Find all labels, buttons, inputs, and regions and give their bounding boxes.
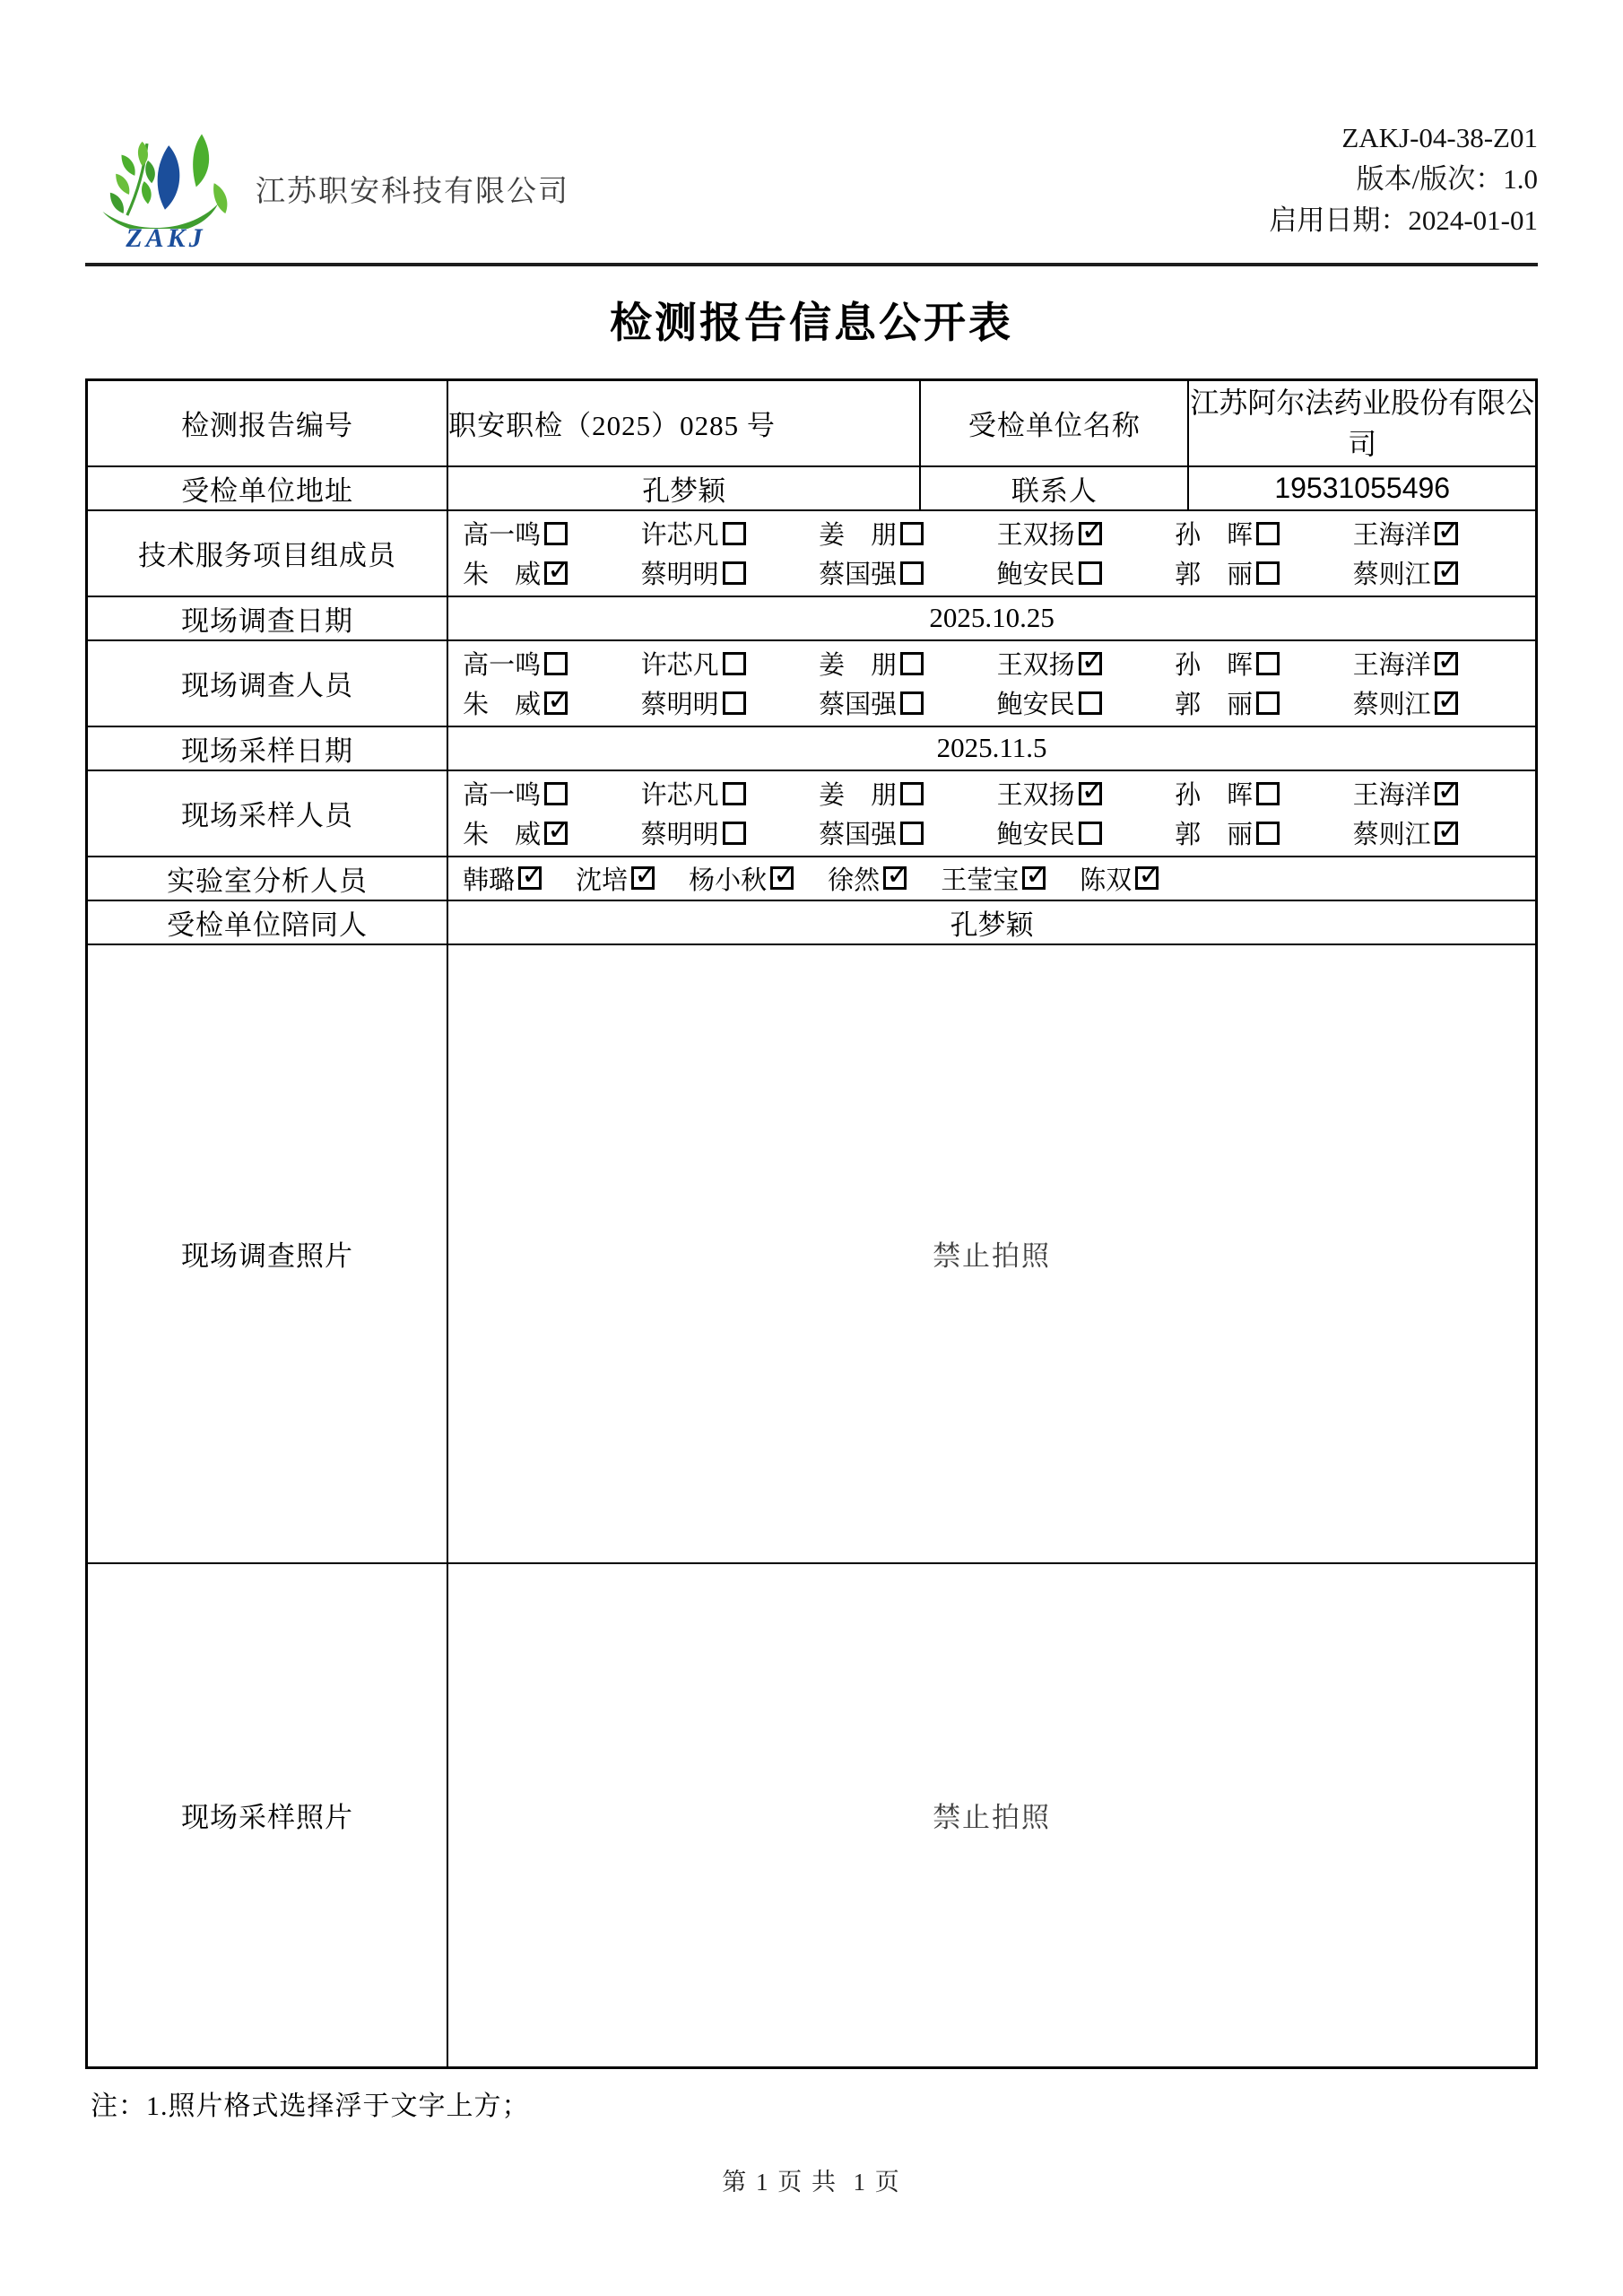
row-accompany: [87, 900, 1537, 944]
staff-member: [1175, 774, 1353, 813]
survey-photo-value: 禁止拍照: [447, 944, 1536, 1563]
team-members-cell: [447, 510, 1536, 596]
contact-label: 联系人: [920, 466, 1188, 510]
sampling-date-label: 现场采样日期: [87, 726, 448, 770]
staff-member-name: 杨小秋: [689, 865, 768, 895]
staff-member-name: 姜 朋: [819, 521, 898, 550]
sampling-photo-value: 禁止拍照: [447, 1563, 1536, 2068]
form-title: 检测报告信息公开表: [610, 300, 1013, 347]
staff-member-name: 孙 晖: [1175, 781, 1254, 810]
version-line: 版本/版次：1.0: [1356, 163, 1538, 195]
row-team-members: [87, 510, 1537, 596]
staff-member: [463, 553, 641, 593]
staff-member-name: 朱 威: [463, 821, 542, 849]
survey-date-value: 2025.10.25: [447, 596, 1536, 640]
checkbox-unchecked-icon[interactable]: [1256, 782, 1280, 805]
start-date-line: 启用日期：2024-01-01: [1269, 204, 1538, 236]
staff-member-name: 王双扬: [996, 651, 1075, 680]
staff-member: [828, 860, 907, 897]
staff-member-name: 郭 丽: [1175, 821, 1254, 849]
sampling-date-value: 2025.11.5: [447, 726, 1536, 770]
staff-member: [1353, 553, 1532, 593]
staff-member-name: 沈培: [576, 865, 629, 895]
staff-member-name: 朱 威: [463, 691, 542, 719]
checkbox-checked-icon[interactable]: [1435, 691, 1458, 715]
survey-staff-grid: [448, 642, 1535, 725]
staff-member: [463, 860, 542, 897]
checkbox-checked-icon[interactable]: [544, 691, 568, 715]
staff-member-name: 蔡明明: [640, 821, 719, 849]
staff-member: [463, 774, 641, 813]
staff-member: [463, 813, 641, 853]
staff-member: [1175, 553, 1353, 593]
checkbox-unchecked-icon[interactable]: [1256, 691, 1280, 715]
staff-member: [997, 644, 1176, 683]
checkbox-unchecked-icon[interactable]: [723, 782, 746, 805]
row-sampling-staff: [87, 770, 1537, 857]
staff-member-name: 高一鸣: [463, 651, 542, 680]
report-number-label: 检测报告编号: [87, 380, 448, 466]
survey-photo-label: 现场调查照片: [87, 944, 448, 1563]
checkbox-checked-icon[interactable]: [883, 866, 907, 890]
staff-member: [997, 514, 1176, 553]
staff-member: [641, 813, 820, 853]
staff-member-name: 王双扬: [996, 781, 1075, 810]
staff-member: [1353, 774, 1532, 813]
checkbox-unchecked-icon[interactable]: [1256, 561, 1280, 585]
staff-member: [1175, 813, 1353, 853]
staff-member-name: 鲍安民: [996, 691, 1075, 719]
staff-member-name: 蔡国强: [819, 561, 898, 589]
header-divider: [85, 263, 1538, 266]
checkbox-unchecked-icon[interactable]: [723, 561, 746, 585]
staff-member: [1080, 860, 1159, 897]
staff-member-name: 蔡明明: [640, 561, 719, 589]
staff-member-name: 高一鸣: [463, 521, 542, 550]
staff-member-name: 孙 晖: [1175, 521, 1254, 550]
row-unit-address: [87, 466, 1537, 510]
staff-member-name: 许芯凡: [640, 651, 719, 680]
team-members-label: 技术服务项目组成员: [87, 510, 448, 596]
staff-member-name: 王莹宝: [941, 865, 1020, 895]
checkbox-checked-icon[interactable]: [1435, 522, 1458, 545]
document-code: ZAKJ-04-38-Z01: [1341, 122, 1538, 153]
checkbox-checked-icon[interactable]: [1135, 866, 1159, 890]
staff-member-name: 蔡则江: [1352, 691, 1431, 719]
lab-analysts-cell: [447, 857, 1536, 900]
staff-member: [641, 683, 820, 723]
checkbox-unchecked-icon[interactable]: [544, 522, 568, 545]
staff-member-name: 徐然: [828, 865, 881, 895]
report-number-value: 职安职检（2025）0285 号: [447, 380, 920, 466]
unit-address-label: 受检单位地址: [87, 466, 448, 510]
staff-member-name: 蔡国强: [819, 821, 898, 849]
checkbox-unchecked-icon[interactable]: [723, 822, 746, 845]
staff-member: [819, 514, 997, 553]
checkbox-checked-icon[interactable]: [1435, 782, 1458, 805]
staff-member: [941, 860, 1046, 897]
staff-member: [1175, 514, 1353, 553]
company-logo: [85, 128, 247, 252]
footnote: 注：1.照片格式选择浮于文字上方；: [91, 2092, 530, 2121]
checkbox-unchecked-icon[interactable]: [723, 652, 746, 675]
staff-member-name: 鲍安民: [996, 821, 1075, 849]
staff-member-name: 郭 丽: [1175, 561, 1254, 589]
lab-analysts-label: 实验室分析人员: [87, 857, 448, 900]
checkbox-checked-icon[interactable]: [1079, 522, 1102, 545]
accompany-label: 受检单位陪同人: [87, 900, 448, 944]
staff-member-name: 蔡则江: [1352, 561, 1431, 589]
staff-member-name: 蔡则江: [1352, 821, 1431, 849]
unit-address-value: 孔梦颖: [447, 466, 920, 510]
checkbox-checked-icon[interactable]: [1079, 782, 1102, 805]
document-meta: [1269, 117, 1538, 241]
staff-member: [997, 553, 1176, 593]
checkbox-unchecked-icon[interactable]: [544, 652, 568, 675]
row-survey-date: [87, 596, 1537, 640]
staff-member: [819, 553, 997, 593]
staff-member: [1353, 813, 1532, 853]
sampling-staff-label: 现场采样人员: [87, 770, 448, 857]
checkbox-checked-icon[interactable]: [544, 822, 568, 845]
staff-member: [576, 860, 655, 897]
survey-staff-cell: [447, 640, 1536, 726]
staff-member-name: 许芯凡: [640, 781, 719, 810]
staff-member: [1175, 683, 1353, 723]
checkbox-unchecked-icon[interactable]: [900, 561, 924, 585]
sampling-staff-cell: [447, 770, 1536, 857]
page-header: [85, 121, 1538, 257]
unit-name-label: 受检单位名称: [920, 380, 1188, 466]
company-name: 江苏职安科技有限公司: [256, 176, 569, 208]
checkbox-unchecked-icon[interactable]: [1079, 691, 1102, 715]
checkbox-checked-icon[interactable]: [1435, 561, 1458, 585]
staff-member-name: 高一鸣: [463, 781, 542, 810]
sampling-photo-label: 现场采样照片: [87, 1563, 448, 2068]
checkbox-unchecked-icon[interactable]: [1256, 652, 1280, 675]
checkbox-checked-icon[interactable]: [770, 866, 794, 890]
checkbox-unchecked-icon[interactable]: [1256, 522, 1280, 545]
checkbox-unchecked-icon[interactable]: [723, 522, 746, 545]
survey-staff-label: 现场调查人员: [87, 640, 448, 726]
staff-member-name: 陈双: [1080, 865, 1133, 895]
checkbox-unchecked-icon[interactable]: [900, 782, 924, 805]
checkbox-unchecked-icon[interactable]: [723, 691, 746, 715]
checkbox-checked-icon[interactable]: [1435, 822, 1458, 845]
checkbox-checked-icon[interactable]: [518, 866, 542, 890]
checkbox-checked-icon[interactable]: [544, 561, 568, 585]
staff-member: [1353, 514, 1532, 553]
checkbox-unchecked-icon[interactable]: [900, 652, 924, 675]
row-sampling-date: [87, 726, 1537, 770]
staff-member-name: 王海洋: [1352, 781, 1431, 810]
staff-member: [641, 774, 820, 813]
staff-member-name: 鲍安民: [996, 561, 1075, 589]
staff-member: [463, 514, 641, 553]
checkbox-checked-icon[interactable]: [1435, 652, 1458, 675]
staff-member: [819, 644, 997, 683]
staff-member: [997, 813, 1176, 853]
staff-member-name: 韩璐: [463, 865, 516, 895]
staff-member: [819, 813, 997, 853]
staff-member: [641, 514, 820, 553]
unit-name-value: 江苏阿尔法药业股份有限公司: [1188, 380, 1536, 466]
row-survey-staff: [87, 640, 1537, 726]
staff-member-name: 王海洋: [1352, 521, 1431, 550]
logo-text: ZAKJ: [126, 223, 206, 253]
lab-analysts-grid: [448, 860, 1535, 897]
staff-member: [1353, 683, 1532, 723]
staff-member: [641, 644, 820, 683]
staff-member-name: 蔡国强: [819, 691, 898, 719]
checkbox-unchecked-icon[interactable]: [900, 522, 924, 545]
logo-graphic-icon: [95, 128, 237, 229]
report-info-table: [85, 378, 1538, 2069]
staff-member: [997, 683, 1176, 723]
accompany-value: 孔梦颖: [447, 900, 1536, 944]
checkbox-checked-icon[interactable]: [1022, 866, 1046, 890]
checkbox-unchecked-icon[interactable]: [900, 822, 924, 845]
checkbox-unchecked-icon[interactable]: [1079, 822, 1102, 845]
row-report-number: [87, 380, 1537, 466]
staff-member-name: 王海洋: [1352, 651, 1431, 680]
team-members-grid: [448, 512, 1535, 595]
checkbox-checked-icon[interactable]: [631, 866, 655, 890]
staff-member: [463, 644, 641, 683]
staff-member: [641, 553, 820, 593]
staff-member-name: 姜 朋: [819, 651, 898, 680]
checkbox-unchecked-icon[interactable]: [900, 691, 924, 715]
row-sampling-photo: [87, 1563, 1537, 2068]
row-survey-photo: [87, 944, 1537, 1563]
staff-member: [689, 860, 794, 897]
staff-member-name: 蔡明明: [640, 691, 719, 719]
row-lab-analysts: [87, 857, 1537, 900]
staff-member: [463, 683, 641, 723]
staff-member: [997, 774, 1176, 813]
survey-date-label: 现场调查日期: [87, 596, 448, 640]
staff-member-name: 郭 丽: [1175, 691, 1254, 719]
staff-member: [819, 774, 997, 813]
staff-member: [1353, 644, 1532, 683]
checkbox-unchecked-icon[interactable]: [544, 782, 568, 805]
staff-member: [1175, 644, 1353, 683]
checkbox-unchecked-icon[interactable]: [1079, 561, 1102, 585]
page-number: 第 1 页 共 1 页: [722, 2169, 901, 2196]
staff-member-name: 王双扬: [996, 521, 1075, 550]
staff-member-name: 朱 威: [463, 561, 542, 589]
checkbox-checked-icon[interactable]: [1079, 652, 1102, 675]
sampling-staff-grid: [448, 772, 1535, 855]
staff-member: [819, 683, 997, 723]
staff-member-name: 孙 晖: [1175, 651, 1254, 680]
contact-value: 19531055496: [1188, 466, 1536, 510]
staff-member-name: 许芯凡: [640, 521, 719, 550]
staff-member-name: 姜 朋: [819, 781, 898, 810]
checkbox-unchecked-icon[interactable]: [1256, 822, 1280, 845]
